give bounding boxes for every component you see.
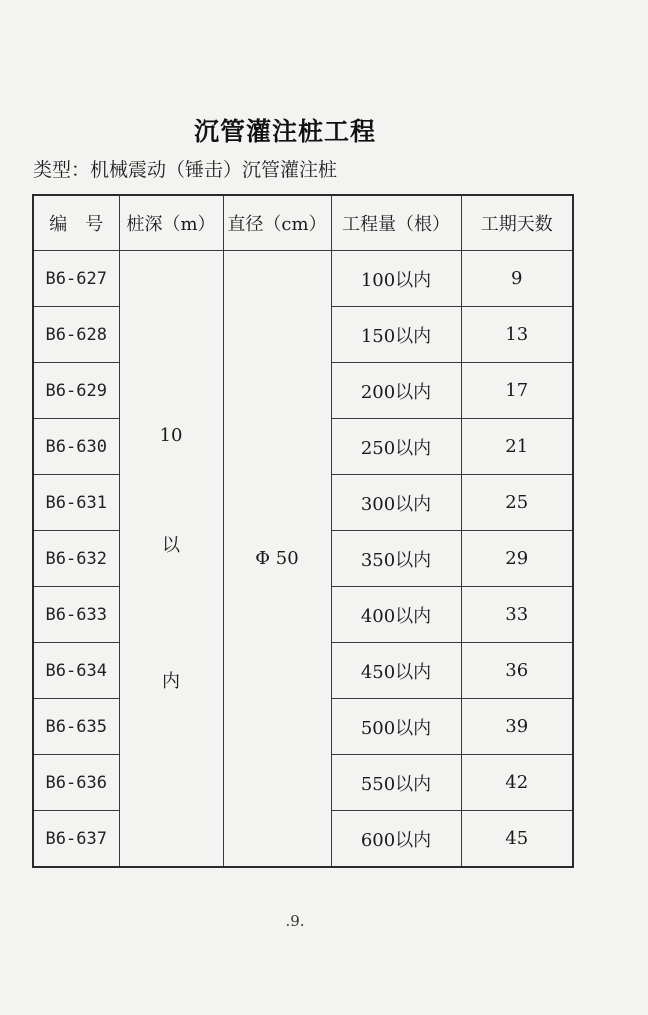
page-title: 沉管灌注桩工程 — [193, 117, 376, 146]
row-quantity: 100以内 — [331, 251, 461, 307]
page-number: .9. — [285, 912, 305, 930]
row-quantity: 600以内 — [331, 811, 461, 868]
row-code: B6-631 — [33, 475, 119, 531]
row-code: B6-635 — [33, 699, 119, 755]
row-code: B6-629 — [33, 363, 119, 419]
row-days: 45 — [461, 811, 573, 868]
row-days: 29 — [461, 531, 573, 587]
row-quantity: 500以内 — [331, 699, 461, 755]
page-subtitle: 类型：机械震动（锤击）沉管灌注桩 — [33, 159, 338, 181]
row-quantity: 450以内 — [331, 643, 461, 699]
row-days: 25 — [461, 475, 573, 531]
row-code: B6-628 — [33, 307, 119, 363]
row-code: B6-630 — [33, 419, 119, 475]
header-depth: 桩深（m） — [119, 195, 223, 251]
header-diameter: 直径（cm） — [223, 195, 331, 251]
row-code: B6-632 — [33, 531, 119, 587]
row-days: 42 — [461, 755, 573, 811]
depth-value: 10 — [159, 424, 183, 446]
row-days: 36 — [461, 643, 573, 699]
row-quantity: 550以内 — [331, 755, 461, 811]
row-days: 13 — [461, 307, 573, 363]
row-quantity: 300以内 — [331, 475, 461, 531]
row-quantity: 400以内 — [331, 587, 461, 643]
row-days: 39 — [461, 699, 573, 755]
row-days: 9 — [461, 251, 573, 307]
diameter-cell: Φ 50 — [223, 251, 331, 868]
row-code: B6-633 — [33, 587, 119, 643]
row-code: B6-634 — [33, 643, 119, 699]
schedule-table — [32, 194, 574, 868]
row-code: B6-636 — [33, 755, 119, 811]
row-days: 21 — [461, 419, 573, 475]
table-row — [33, 251, 573, 307]
header-quantity: 工程量（根） — [331, 195, 461, 251]
row-quantity: 350以内 — [331, 531, 461, 587]
row-quantity: 250以内 — [331, 419, 461, 475]
header-days: 工期天数 — [461, 195, 573, 251]
row-days: 17 — [461, 363, 573, 419]
row-quantity: 150以内 — [331, 307, 461, 363]
row-code: B6-637 — [33, 811, 119, 868]
header-code: 编 号 — [33, 195, 119, 251]
table-header-row — [33, 195, 573, 251]
row-code: B6-627 — [33, 251, 119, 307]
row-quantity: 200以内 — [331, 363, 461, 419]
row-days: 33 — [461, 587, 573, 643]
depth-cell — [119, 251, 223, 868]
depth-word-nei: 内 — [162, 670, 180, 692]
depth-word-yi: 以 — [162, 534, 180, 556]
